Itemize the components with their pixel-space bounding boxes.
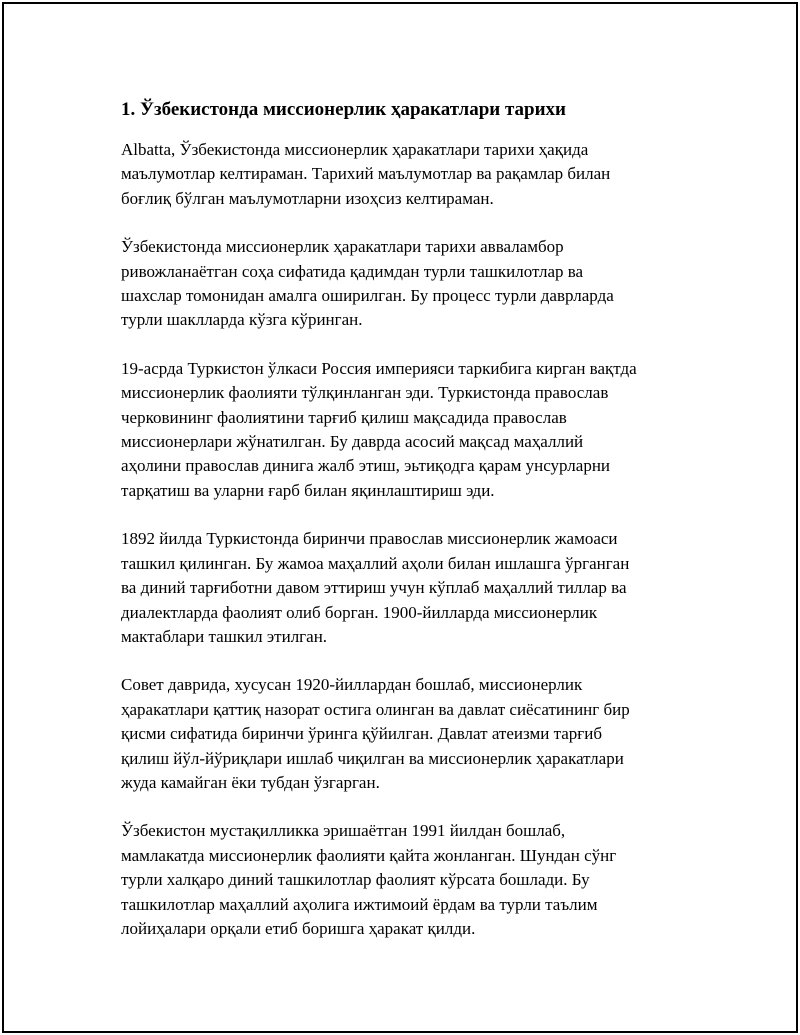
- page-frame: [2, 2, 798, 1033]
- paragraph-line: лойиҳалари орқали етиб боришга ҳаракат қилди.: [121, 918, 476, 938]
- paragraph-line: турли шаклларда кўзга кўринган.: [121, 310, 363, 330]
- paragraph-line: 1892 йилда Туркистонда биринчи православ миссионерлик жамоаси: [121, 529, 618, 549]
- document-heading: 1. Ўзбекистонда миссионерлик ҳаракатлари тарихи: [121, 99, 567, 120]
- paragraph-line: ташкил қилинган. Бу жамоа маҳаллий аҳоли билан ишлашга ўрганган: [121, 553, 630, 573]
- paragraph-line: жуда камайган ёки тубдан ўзгарган.: [121, 772, 380, 792]
- paragraph-line: ва диний тарғиботни давом эттириш учун кўплаб маҳаллий тиллар ва: [121, 578, 627, 598]
- paragraph-2: [121, 235, 701, 333]
- document-body: [121, 98, 701, 965]
- paragraph-line: Ўзбекистон мустақилликка эришаётган 1991 йилдан бошлаб,: [121, 821, 566, 841]
- paragraph-1: [121, 138, 701, 211]
- paragraph-line: ташкилотлар маҳаллий аҳолига ижтимоий ёрдам ва турли таълим: [121, 894, 598, 914]
- paragraph-6: [121, 819, 701, 941]
- paragraph-line: ҳаракатлари қаттиқ назорат остига олинган ва давлат сиёсатининг бир: [121, 699, 630, 719]
- paragraph-5: [121, 673, 701, 795]
- paragraph-line: турли халқаро диний ташкилотлар фаолият кўрсата бошлади. Бу: [121, 870, 590, 890]
- paragraph-line: боғлиқ бўлган маълумотларни изоҳсиз келтираман.: [121, 188, 494, 208]
- paragraph-line: черковининг фаолиятини тарғиб қилиш мақсадида православ: [121, 407, 567, 427]
- paragraph-line: мактаблари ташкил этилган.: [121, 626, 328, 646]
- paragraph-line: Albatta, Ўзбекистонда миссионерлик ҳаракатлари тарихи ҳақида: [121, 140, 589, 159]
- paragraph-line: миссионерлари жўнатилган. Бу даврда асосий мақсад маҳаллий: [121, 432, 584, 452]
- paragraph-3: [121, 357, 701, 503]
- paragraph-line: диалектларда фаолият олиб борган. 1900-йилларда миссионерлик: [121, 602, 598, 622]
- paragraph-line: қисми сифатида биринчи ўринга қўйилган. Давлат атеизми тарғиб: [121, 724, 602, 744]
- paragraph-line: тарқатиш ва уларни ғарб билан яқинлаштириш эди.: [121, 480, 495, 500]
- paragraph-line: шахслар томонидан амалга оширилган. Бу процесс турли даврларда: [121, 286, 614, 306]
- paragraph-line: қилиш йўл-йўриқлари ишлаб чиқилган ва миссионерлик ҳаракатлари: [121, 748, 624, 768]
- paragraph-4: [121, 527, 701, 649]
- paragraph-line: маълумотлар келтираман. Тарихий маълумотлар ва рақамлар билан: [121, 164, 611, 184]
- paragraph-line: аҳолини православ динига жалб этиш, эьтиқодга қарам унсурларни: [121, 456, 611, 476]
- paragraph-line: Совет даврида, хусусан 1920-йиллардан бошлаб, миссионерлик: [121, 675, 583, 695]
- paragraph-line: ривожланаётган соҳа сифатида қадимдан турли ташкилотлар ва: [121, 261, 584, 281]
- paragraph-line: миссионерлик фаолияти тўлқинланган эди. Туркистонда православ: [121, 383, 609, 403]
- paragraph-line: мамлакатда миссионерлик фаолияти қайта жонланган. Шундан сўнг: [121, 845, 617, 865]
- paragraph-line: 19-асрда Туркистон ўлкаси Россия империяси таркибига кирган вақтда: [121, 358, 637, 378]
- paragraph-line: Ўзбекистонда миссионерлик ҳаракатлари тарихи авваламбор: [121, 237, 564, 257]
